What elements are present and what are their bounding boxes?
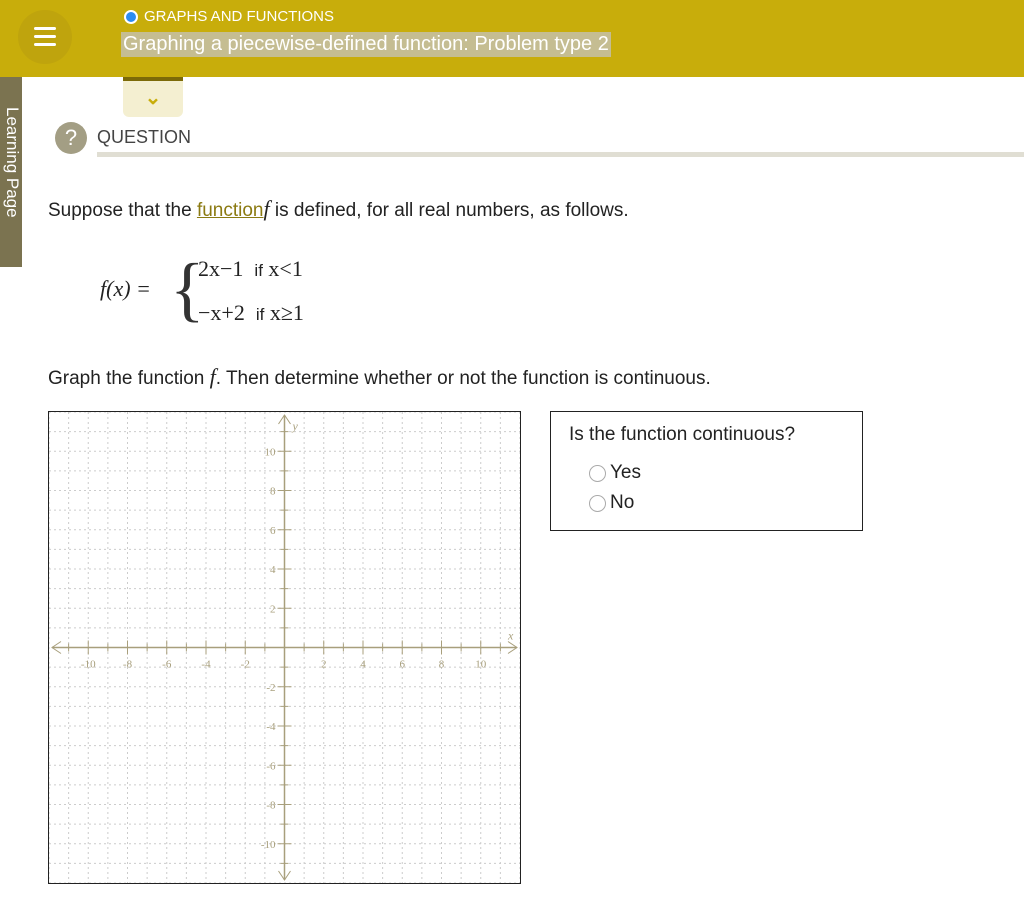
piece1-expr: 2x−1 (198, 256, 244, 281)
x-tick-label: -10 (80, 658, 96, 671)
piece2-cond: x≥1 (269, 300, 304, 325)
learning-page-label: Learning Page (3, 107, 22, 218)
y-tick-label: -8 (266, 799, 276, 812)
x-tick-label: 4 (360, 658, 366, 671)
y-axis-label: y (292, 419, 298, 433)
y-tick-label: 8 (270, 485, 276, 498)
instruction (48, 364, 711, 390)
divider (97, 152, 1024, 157)
x-tick-label: 6 (399, 658, 405, 671)
learning-page-tab[interactable] (0, 77, 22, 267)
x-tick-label: 10 (475, 658, 487, 671)
category (124, 8, 334, 25)
x-tick-label: -8 (122, 658, 133, 671)
f-symbol: f (209, 364, 216, 389)
page-title: Graphing a piecewise-defined function: Problem type 2 (123, 33, 609, 55)
intro-text: Suppose that the (48, 200, 192, 221)
continuity-question (550, 411, 863, 531)
y-tick-label: -6 (266, 760, 276, 773)
question-icon: ? (55, 122, 87, 154)
function-link[interactable]: function (196, 200, 264, 221)
function-lhs: f(x) = (100, 276, 151, 301)
y-tick-label: -10 (260, 838, 276, 851)
x-axis-label: x (508, 628, 514, 643)
y-tick-label: 6 (270, 524, 276, 537)
expand-chevron-button[interactable]: ⌄ (123, 77, 183, 117)
status-dot-icon (124, 10, 138, 24)
question-label: QUESTION (97, 127, 192, 147)
piece1-if: if (254, 261, 263, 280)
intro-text-end: is defined, for all real numbers, as follows. (274, 200, 629, 221)
continuity-prompt: Is the function continuous? (569, 424, 796, 445)
x-tick-label: 2 (321, 658, 327, 671)
option-yes[interactable] (589, 462, 641, 484)
x-tick-label: -4 (201, 658, 211, 671)
instruction-text: Graph the function (48, 368, 205, 389)
y-tick-label: -2 (266, 681, 276, 694)
header-bar (0, 0, 1024, 77)
x-tick-label: 8 (438, 658, 445, 671)
radio-no[interactable] (589, 495, 606, 512)
y-tick-label: 4 (270, 564, 276, 576)
brace: { (170, 249, 205, 329)
piece2-if: if (255, 305, 265, 324)
piece1-cond: x<1 (268, 256, 303, 281)
y-tick-label: 10 (264, 446, 276, 459)
x-tick-label: -6 (162, 658, 172, 671)
option-yes-label: Yes (610, 462, 641, 483)
coordinate-plane[interactable] (49, 412, 520, 883)
radio-yes[interactable] (589, 465, 606, 482)
piece2-expr: −x+2 (198, 300, 245, 325)
instruction-text-end: . Then determine whether or not the function is continuous. (215, 368, 711, 389)
graphing-area[interactable] (48, 411, 521, 884)
f-symbol: f (263, 196, 270, 221)
option-no[interactable] (589, 492, 634, 514)
menu-button[interactable] (18, 10, 72, 64)
option-no-label: No (610, 492, 635, 513)
x-tick-label: -2 (240, 658, 250, 671)
y-tick-label: -4 (266, 721, 276, 733)
category-label: GRAPHS AND FUNCTIONS (144, 8, 335, 25)
y-tick-label: 2 (270, 603, 276, 616)
question-intro (48, 196, 629, 222)
